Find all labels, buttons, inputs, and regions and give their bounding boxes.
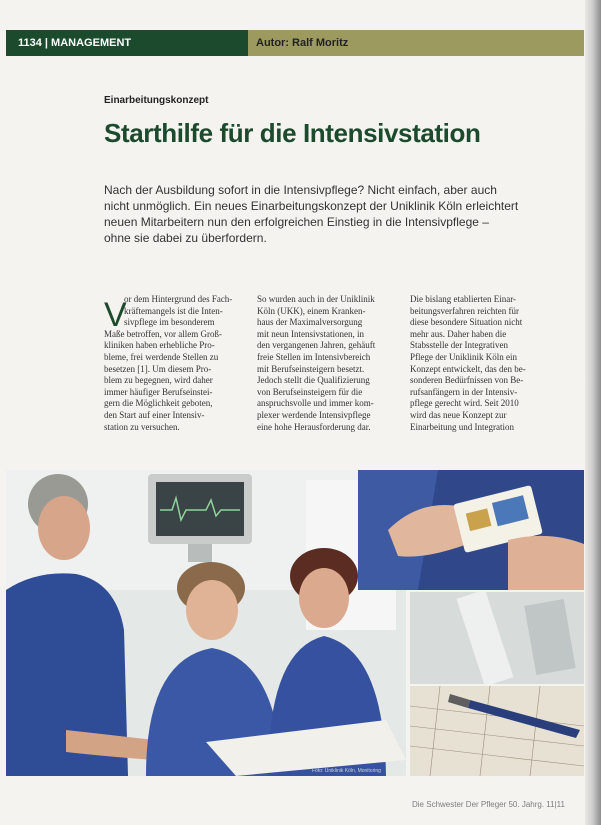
lead-line: Nach der Ausbildung sofort in die Intensivpflege? Nicht einfach, aber auch [104, 183, 497, 197]
body-line: plexer werdende Intensivpflege [257, 409, 371, 420]
body-line: Köln (UKK), einem Kranken- [257, 305, 366, 316]
body-column-1 [104, 294, 240, 433]
body-line: den vergangenen Jahren, gehäuft [257, 340, 376, 351]
body-line: Konzept entwickelt, das den be- [410, 363, 526, 374]
body-line: blem zu begegnen, wird daher [104, 375, 213, 386]
body-line: mit neun Intensivstationen, in [257, 328, 364, 339]
page-footer: Die Schwester Der Pfleger 50. Jahrg. 11|11 [412, 800, 565, 809]
body-line: freie Stellen im Intensivbereich [257, 351, 371, 362]
lead-line: ohne sie dabei zu überfordern. [104, 231, 267, 245]
body-line: haus der Maximalversorgung [257, 317, 363, 328]
body-line: Maße betroffen, vor allem Groß- [104, 328, 223, 339]
body-line: Jedoch stellt die Qualifizierung [257, 375, 370, 386]
photo-hands-card [358, 470, 584, 590]
lead-line: neuen Mitarbeitern nun den erfolgreichen Einstieg in die Intensivpflege – [104, 215, 489, 229]
body-line: anspruchsvolle und immer kom- [257, 398, 374, 409]
body-line: wird das neue Konzept zur [410, 409, 507, 420]
body-line: den Start auf einer Intensiv- [104, 409, 205, 420]
article-lead [104, 182, 544, 246]
body-line: sonderen Bedürfnissen von Be- [410, 375, 524, 386]
body-line: besetzen [1]. Um diesem Pro- [104, 363, 212, 374]
body-line: station zu versuchen. [104, 421, 180, 432]
body-line: von Berufseinsteigern für die [257, 386, 363, 397]
photo-pen-chart [410, 686, 584, 776]
body-line: sivpflege im besonderem [124, 317, 215, 328]
photo-nurses-team [6, 470, 406, 776]
body-line: rufsanfängern in der Intensiv- [410, 386, 518, 397]
lead-line: nicht unmöglich. Ein neues Einarbeitungskonzept der Uniklinik Köln erleichtert [104, 199, 519, 213]
body-line: Stabsstelle der Integrativen [410, 340, 508, 351]
body-column-2 [257, 294, 393, 433]
author-label: Autor: Ralf Moritz [256, 37, 349, 49]
page-spine-shadow [585, 0, 601, 825]
body-line: kliniken haben erhebliche Pro- [104, 340, 215, 351]
photo-credit: Foto: Uniklinik Köln, Monitoring [312, 768, 381, 774]
body-line: mit Berufseinsteigern besetzt. [257, 363, 365, 374]
body-line: beitungsverfahren reichten für [410, 305, 519, 316]
body-line: gern die Möglichkeit geboten, [104, 398, 213, 409]
body-line: eine hohe Herausforderung dar. [257, 421, 371, 432]
article-title: Starthilfe für die Intensivstation [104, 118, 481, 148]
body-line: kräftemangels ist die Inten- [124, 305, 223, 316]
body-line: Pflege der Uniklinik Köln ein [410, 351, 517, 362]
photo-infusion [410, 592, 584, 684]
photo-pen-illustration [410, 686, 584, 776]
body-line: Die bislang etablierten Einar- [410, 294, 517, 304]
body-line: immer häufiger Berufseinstei- [104, 386, 213, 397]
photo-nurses-illustration [6, 470, 406, 776]
body-line: So wurden auch in der Uniklinik [257, 294, 375, 304]
body-line: diese besondere Situation nicht [410, 317, 523, 328]
section-label: 1134 | MANAGEMENT [18, 37, 132, 49]
body-line: pflege gerecht wird. Seit 2010 [410, 398, 519, 409]
body-column-3 [410, 294, 546, 433]
body-line: Einarbeitung und Integration [410, 421, 514, 432]
drop-cap: V [104, 296, 127, 334]
article-kicker: Einarbeitungskonzept [104, 95, 209, 106]
body-line: bleme, frei werdende Stellen zu [104, 351, 219, 362]
body-line: mehr aus. Daher haben die [410, 328, 507, 339]
body-line: or dem Hintergrund des Fach- [124, 294, 233, 304]
photo-hands-illustration [358, 470, 584, 590]
photo-infusion-illustration [410, 592, 584, 684]
